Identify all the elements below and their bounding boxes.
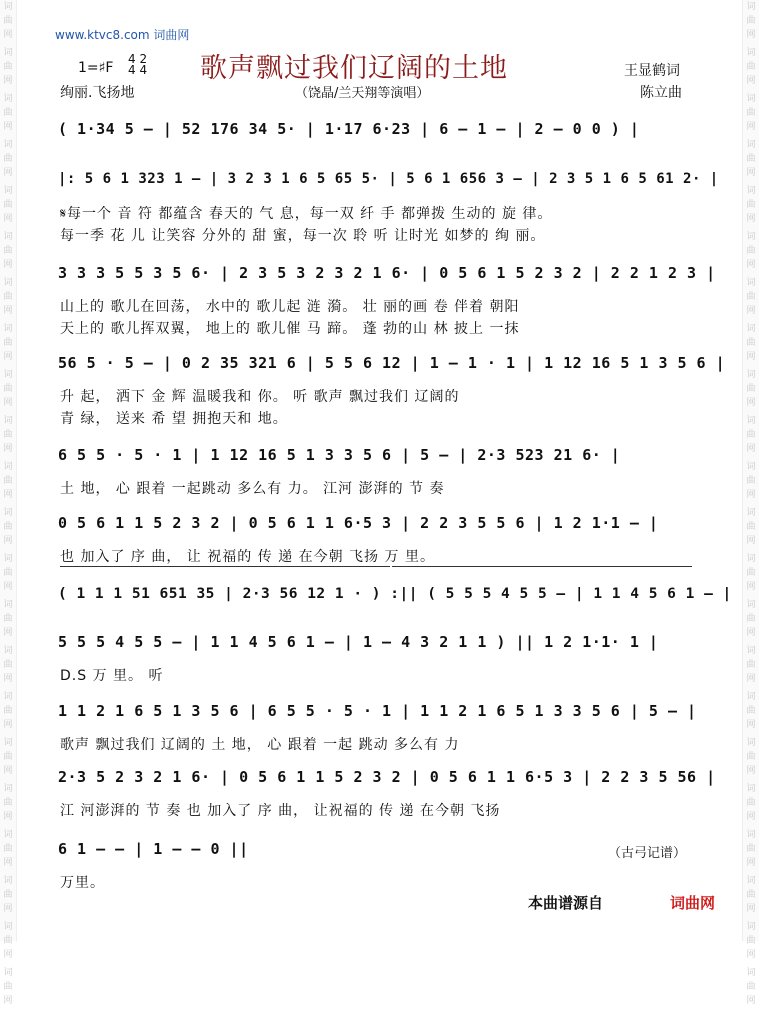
watermark-glyph: 曲 [3, 16, 13, 26]
watermark-glyph: 曲 [746, 338, 756, 348]
watermark-glyph: 曲 [3, 292, 13, 302]
watermark-glyph: 词 [3, 692, 13, 702]
watermark-glyph: 曲 [746, 154, 756, 164]
watermark-glyph: 网 [746, 260, 756, 270]
site-link[interactable]: www.ktvc8.com 词曲网 [55, 28, 190, 42]
watermark-glyph: 曲 [746, 522, 756, 532]
watermark-glyph: 曲 [746, 614, 756, 624]
watermark-glyph: 词 [746, 2, 756, 12]
watermark-glyph: 词 [3, 278, 13, 288]
watermark-glyph: 网 [746, 398, 756, 408]
time-signature [128, 54, 147, 76]
watermark-glyph: 网 [746, 858, 756, 868]
watermark-glyph: 网 [3, 950, 13, 960]
lyric-line: 天上的 歌儿挥双翼， 地上的 歌儿催 马 蹄。 蓬 勃的山 林 披上 一抹 [60, 321, 520, 337]
watermark-glyph: 词 [3, 738, 13, 748]
lyric-line: D.S 万 里。 听 [60, 668, 164, 684]
meter-top: 4 2 [128, 52, 148, 66]
watermark-glyph: 网 [746, 628, 756, 638]
watermark-glyph: 词 [746, 968, 756, 978]
lyric-line: 山上的 歌儿在回荡， 水中的 歌儿起 涟 漪。 壮 丽的画 卷 伴着 朝阳 [60, 299, 520, 315]
watermark-glyph: 网 [3, 214, 13, 224]
watermark-glyph: 曲 [3, 108, 13, 118]
watermark-glyph: 词 [3, 416, 13, 426]
watermark-glyph: 词 [746, 554, 756, 564]
watermark-glyph: 词 [746, 186, 756, 196]
watermark-glyph: 网 [746, 674, 756, 684]
watermark-glyph: 曲 [3, 752, 13, 762]
watermark-glyph: 词 [3, 830, 13, 840]
watermark-glyph: 词 [3, 968, 13, 978]
expression-marking: 绚丽.飞扬地 [60, 85, 135, 101]
watermark-glyph: 词 [3, 554, 13, 564]
watermark-glyph: 网 [3, 812, 13, 822]
watermark-gap [743, 1008, 759, 1012]
watermark-glyph: 词 [3, 48, 13, 58]
lyric-line: 青 绿， 送来 希 望 拥抱天和 地。 [60, 411, 288, 427]
watermark-glyph: 词 [746, 462, 756, 472]
transcriber-note: （古弓记谱） [608, 846, 687, 861]
performer: （饶晶/兰天翔等演唱） [295, 86, 430, 101]
watermark-glyph: 网 [3, 536, 13, 546]
watermark-glyph: 词 [3, 232, 13, 242]
watermark-glyph: 曲 [746, 16, 756, 26]
watermark-glyph: 曲 [3, 200, 13, 210]
watermark-glyph: 词 [746, 738, 756, 748]
watermark-glyph: 网 [746, 812, 756, 822]
watermark-glyph: 网 [746, 306, 756, 316]
brand-link[interactable]: 词曲网 [670, 894, 716, 912]
watermark-glyph: 词 [3, 186, 13, 196]
watermark-glyph: 词 [3, 2, 13, 12]
watermark-glyph: 曲 [3, 936, 13, 946]
watermark-glyph: 网 [746, 76, 756, 86]
watermark-glyph: 网 [3, 122, 13, 132]
watermark-glyph: 词 [3, 600, 13, 610]
watermark-glyph: 网 [3, 490, 13, 500]
volta-bracket-second [392, 566, 692, 567]
watermark-glyph: 曲 [746, 108, 756, 118]
watermark-glyph: 曲 [746, 844, 756, 854]
watermark-glyph: 词 [746, 508, 756, 518]
watermark-glyph: 网 [746, 352, 756, 362]
watermark-glyph: 网 [746, 950, 756, 960]
watermark-glyph: 网 [746, 720, 756, 730]
watermark-glyph: 曲 [746, 706, 756, 716]
watermark-glyph: 曲 [746, 752, 756, 762]
lyric-line: 每一季 花 儿 让笑容 分外的 甜 蜜，每一次 聆 听 让时光 如梦的 绚 丽。 [60, 228, 546, 244]
watermark-glyph: 词 [746, 600, 756, 610]
watermark-glyph: 网 [746, 766, 756, 776]
watermark-glyph: 曲 [3, 154, 13, 164]
watermark-glyph: 词 [3, 876, 13, 886]
watermark-glyph: 词 [3, 140, 13, 150]
lyric-line: 万里。 [60, 875, 105, 891]
notation-line: 1 1 2 1 6 5 1 3 5 6 | 6 5 5 · 5 · 1 | 1 1 2 1 6 5 1 3 3 5 6 | 5 – | [58, 702, 697, 720]
watermark-column-left [0, 0, 17, 1006]
watermark-glyph: 曲 [3, 982, 13, 992]
watermark-glyph: 曲 [746, 568, 756, 578]
watermark-glyph: 词 [3, 462, 13, 472]
watermark-glyph: 词 [746, 646, 756, 656]
watermark-glyph: 词 [746, 876, 756, 886]
watermark-glyph: 曲 [3, 338, 13, 348]
notation-line: 5 5 5 4 5 5 – | 1 1 4 5 6 1 – | 1 – 4 3 2 1 1 ) || 1 2 1·1· 1 | [58, 633, 659, 651]
notation-line: ( 1·34 5 – | 52 176 34 5· | 1·17 6·23 | 6 – 1 – | 2 – 0 0 ) | [58, 120, 640, 138]
watermark-glyph: 曲 [746, 798, 756, 808]
watermark-glyph: 词 [3, 370, 13, 380]
watermark-glyph: 词 [3, 922, 13, 932]
watermark-glyph: 网 [3, 444, 13, 454]
watermark-glyph: 网 [3, 996, 13, 1006]
watermark-glyph: 曲 [3, 62, 13, 72]
watermark-glyph: 网 [746, 168, 756, 178]
lyric-line: 歌声 飘过我们 辽阔的 土 地， 心 跟着 一起 跳动 多么有 力 [60, 737, 460, 753]
notation-line: 6 5 5 · 5 · 1 | 1 12 16 5 1 3 3 5 6 | 5 – | 2·3 523 21 6· | [58, 446, 621, 464]
watermark-glyph: 词 [3, 646, 13, 656]
watermark-glyph: 词 [746, 416, 756, 426]
composer: 陈立曲 [640, 85, 682, 101]
watermark-glyph: 曲 [3, 568, 13, 578]
watermark-glyph: 曲 [3, 476, 13, 486]
watermark-glyph: 词 [3, 784, 13, 794]
watermark-glyph: 曲 [746, 890, 756, 900]
watermark-glyph: 词 [746, 830, 756, 840]
watermark-glyph: 网 [746, 214, 756, 224]
watermark-glyph: 网 [746, 996, 756, 1006]
watermark-glyph: 词 [3, 324, 13, 334]
watermark-glyph: 曲 [746, 62, 756, 72]
watermark-glyph: 网 [3, 904, 13, 914]
watermark-glyph: 曲 [3, 614, 13, 624]
watermark-glyph: 网 [3, 582, 13, 592]
lyric-line: 𝄋每一个 音 符 都蕴含 春天的 气 息，每一双 纤 手 都弹拨 生动的 旋 律。 [60, 206, 553, 222]
watermark-glyph: 曲 [746, 936, 756, 946]
meter-bottom: 4 4 [128, 63, 148, 77]
watermark-glyph: 网 [3, 628, 13, 638]
watermark-glyph: 网 [3, 306, 13, 316]
watermark-glyph: 词 [3, 508, 13, 518]
watermark-glyph: 网 [3, 720, 13, 730]
watermark-glyph: 曲 [3, 798, 13, 808]
notation-line: 0 5 6 1 1 5 2 3 2 | 0 5 6 1 1 6·5 3 | 2 2 3 5 5 6 | 1 2 1·1 – | [58, 514, 659, 532]
watermark-glyph: 曲 [3, 890, 13, 900]
watermark-column-right [742, 0, 759, 1006]
watermark-glyph: 曲 [3, 522, 13, 532]
watermark-glyph: 网 [746, 536, 756, 546]
watermark-glyph: 网 [3, 766, 13, 776]
watermark-glyph: 网 [3, 30, 13, 40]
watermark-glyph: 网 [746, 904, 756, 914]
watermark-glyph: 词 [746, 784, 756, 794]
watermark-glyph: 曲 [746, 292, 756, 302]
watermark-glyph: 词 [3, 94, 13, 104]
lyric-line: 升 起， 洒下 金 辉 温暖我和 你。 听 歌声 飘过我们 辽阔的 [60, 389, 460, 405]
watermark-glyph: 曲 [746, 982, 756, 992]
watermark-glyph: 曲 [746, 476, 756, 486]
notation-line: 2·3 5 2 3 2 1 6· | 0 5 6 1 1 5 2 3 2 | 0 5 6 1 1 6·5 3 | 2 2 3 5 56 | [58, 768, 716, 786]
watermark-glyph: 曲 [746, 660, 756, 670]
lyric-line: 土 地， 心 跟着 一起跳动 多么有 力。 江河 澎湃的 节 奏 [60, 481, 445, 497]
watermark-glyph: 网 [3, 168, 13, 178]
watermark-glyph: 词 [746, 370, 756, 380]
watermark-glyph: 曲 [746, 200, 756, 210]
watermark-glyph: 网 [3, 260, 13, 270]
source-label: 本曲谱源自 [528, 894, 604, 912]
song-title: 歌声飘过我们辽阔的土地 [200, 53, 508, 84]
watermark-glyph: 曲 [3, 246, 13, 256]
watermark-glyph: 曲 [3, 660, 13, 670]
notation-line: |: 5 6 1 323 1 – | 3 2 3 1 6 5 65 5· | 5 6 1 656 3 – | 2 3 5 1 6 5 61 2· | [58, 171, 719, 187]
lyricist: 王显鹤词 [624, 63, 680, 79]
lyric-line: 也 加入了 序 曲， 让 祝福的 传 递 在今朝 飞扬 万 里。 [60, 549, 435, 565]
watermark-gap [0, 1008, 16, 1012]
watermark-glyph: 网 [746, 30, 756, 40]
watermark-glyph: 网 [3, 76, 13, 86]
watermark-glyph: 网 [746, 444, 756, 454]
watermark-glyph: 词 [746, 48, 756, 58]
key-signature: 1=♯F [78, 60, 114, 76]
watermark-glyph: 网 [3, 352, 13, 362]
watermark-glyph: 词 [746, 922, 756, 932]
watermark-glyph: 曲 [746, 430, 756, 440]
watermark-glyph: 词 [746, 692, 756, 702]
volta-bracket-first [60, 566, 390, 567]
watermark-glyph: 曲 [3, 384, 13, 394]
watermark-glyph: 曲 [3, 844, 13, 854]
notation-line: 6 1 – – | 1 – – 0 || [58, 840, 249, 858]
watermark-glyph: 曲 [746, 246, 756, 256]
watermark-glyph: 词 [746, 324, 756, 334]
watermark-glyph: 词 [746, 140, 756, 150]
watermark-glyph: 词 [746, 232, 756, 242]
watermark-glyph: 曲 [746, 384, 756, 394]
watermark-glyph: 曲 [3, 706, 13, 716]
watermark-glyph: 曲 [3, 430, 13, 440]
notation-line: 3 3 3 5 5 3 5 6· | 2 3 5 3 2 3 2 1 6· | 0 5 6 1 5 2 3 2 | 2 2 1 2 3 | [58, 264, 716, 282]
watermark-glyph: 网 [3, 858, 13, 868]
lyric-line: 江 河澎湃的 节 奏 也 加入了 序 曲， 让祝福的 传 递 在今朝 飞扬 [60, 803, 501, 819]
watermark-glyph: 词 [746, 278, 756, 288]
watermark-glyph: 网 [3, 674, 13, 684]
watermark-glyph: 网 [3, 398, 13, 408]
watermark-glyph: 网 [746, 122, 756, 132]
watermark-glyph: 网 [746, 582, 756, 592]
notation-line: ( 1 1 1 51 651 35 | 2·3 56 12 1 · ) :|| ( 5 5 5 4 5 5 – | 1 1 4 5 6 1 – | [58, 586, 732, 602]
watermark-glyph: 词 [746, 94, 756, 104]
notation-line: 56 5 · 5 – | 0 2 35 321 6 | 5 5 6 12 | 1 – 1 · 1 | 1 12 16 5 1 3 5 6 | [58, 354, 726, 372]
watermark-glyph: 网 [746, 490, 756, 500]
